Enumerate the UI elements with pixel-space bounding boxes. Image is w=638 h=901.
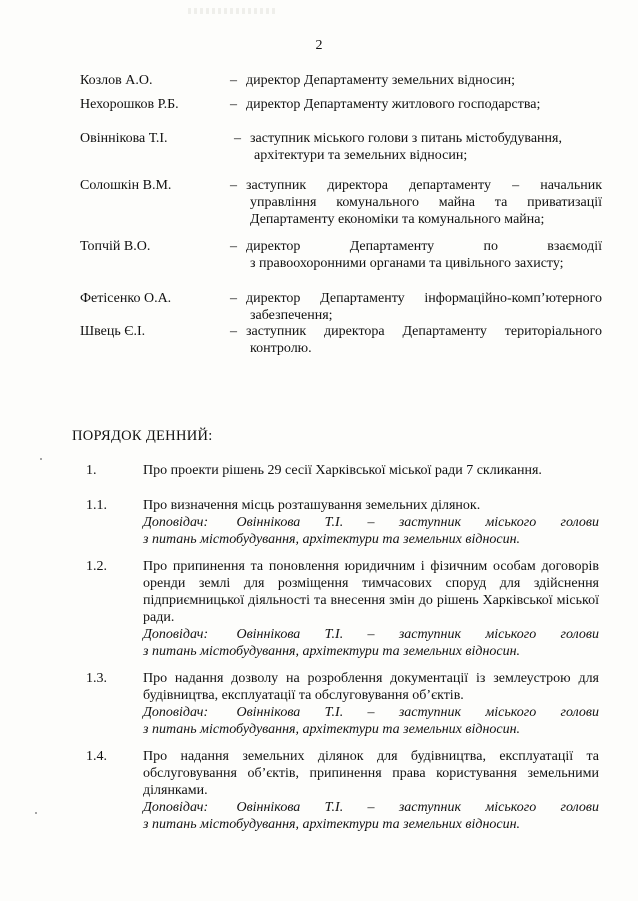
participant-role: – заступник міського голови з питань містобудування, архітектури та земельних відносин;: [234, 131, 562, 163]
page-number: 2: [315, 38, 323, 53]
participant-name: Швець Є.І.: [80, 324, 146, 339]
agenda-item-text: Про надання дозволу на розроблення документації із землеустрою для будівництва, експлуатації та обслуговування об’єктів.: [143, 671, 599, 703]
participant-role: – заступник директора Департаменту територіального контролю.: [230, 324, 602, 356]
participant-role: – заступник директора департаменту – начальник управління комунального майна та приватизації Департаменту економіки та комунального майна;: [230, 178, 602, 227]
participant-role: – директор Департаменту земельних відносин;: [230, 73, 516, 88]
agenda-item: [143, 497, 599, 548]
participant-name: Фетісенко О.А.: [80, 291, 172, 306]
participant-role: – директор Департаменту житлового господарства;: [230, 97, 541, 112]
participant-role: – директор Департаменту по взаємодії з правоохоронними органами та цивільного захисту;: [230, 239, 602, 271]
participant-name: Овіннікова Т.І.: [80, 131, 168, 146]
agenda-speaker: Доповідач: Овіннікова Т.І. – заступник міського голови з питань містобудування, архітектури та земельних відносин.: [143, 705, 599, 737]
agenda-item-number: 1.1.: [86, 498, 107, 513]
scan-smudge: [188, 8, 278, 14]
agenda-item-number: 1.: [86, 463, 97, 478]
agenda-item-number: 1.2.: [86, 559, 107, 574]
agenda-item: [143, 558, 599, 660]
scan-dot: [40, 458, 42, 460]
agenda-item-text: Про визначення місць розташування земельних ділянок.: [143, 498, 481, 513]
agenda-item: [143, 748, 599, 833]
agenda-item-text: Про припинення та поновлення юридичним і фізичним особам договорів оренди землі для розміщення тимчасових споруд для здійснення підприємницької діяльності та внесення змін до рішень Харківської міської ради.: [143, 559, 599, 625]
agenda-item-number: 1.3.: [86, 671, 107, 686]
participant-role: – директор Департаменту інформаційно-комп’ютерного забезпечення;: [230, 291, 602, 323]
agenda-item-number: 1.4.: [86, 749, 107, 764]
scan-dot: [35, 812, 37, 814]
agenda-speaker: Доповідач: Овіннікова Т.І. – заступник міського голови з питань містобудування, архітектури та земельних відносин.: [143, 515, 599, 547]
agenda-item-text: Про проекти рішень 29 сесії Харківської міської ради 7 скликання.: [143, 463, 542, 478]
participant-name: Топчій В.О.: [80, 239, 151, 254]
participant-name: Нехорошков Р.Б.: [80, 97, 179, 112]
agenda-speaker: Доповідач: Овіннікова Т.І. – заступник міського голови з питань містобудування, архітектури та земельних відносин.: [143, 627, 599, 659]
agenda-item: [143, 670, 599, 738]
agenda-speaker: Доповідач: Овіннікова Т.І. – заступник міського голови з питань містобудування, архітектури та земельних відносин.: [143, 800, 599, 832]
agenda-item: [143, 462, 599, 479]
participant-name: Козлов А.О.: [80, 73, 153, 88]
participant-name: Солошкін В.М.: [80, 178, 172, 193]
agenda-title: ПОРЯДОК ДЕННИЙ:: [72, 428, 213, 444]
agenda-item-text: Про надання земельних ділянок для будівництва, експлуатації та обслуговування об’єктів, припинення права користування земельними ділянками.: [143, 749, 599, 798]
